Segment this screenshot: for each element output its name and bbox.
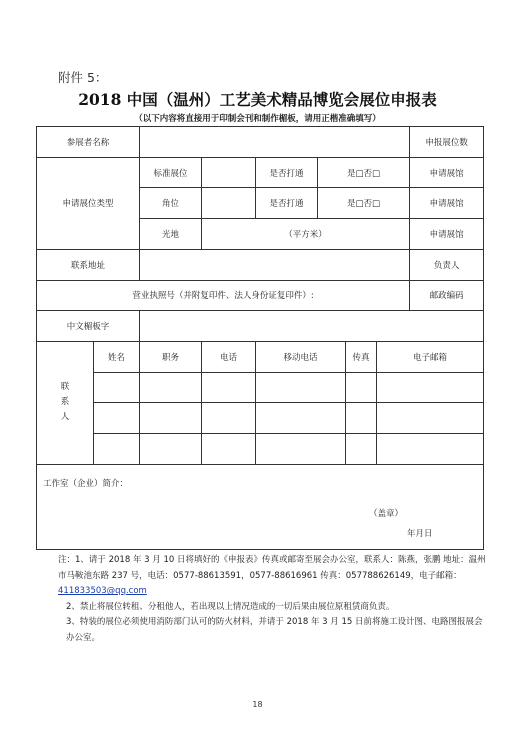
seal-label: （盖章）	[369, 508, 404, 519]
contact-cell[interactable]	[94, 434, 140, 465]
standard-yes-no-checkbox[interactable]: 是□否□	[318, 157, 410, 188]
studio-intro-label: 工作室（企业）简介：	[43, 478, 129, 489]
corner-booth-label: 角位	[140, 188, 202, 219]
chinese-sign-label: 中文楣板字	[37, 311, 140, 342]
contact-header-mobile: 移动电话	[256, 342, 346, 373]
contact-cell[interactable]	[140, 434, 202, 465]
standard-hall-label: 申请展馆	[410, 157, 484, 188]
booth-count-label: 申报展位数	[410, 127, 484, 158]
note-3: 3、特装的展位必须使用消防部门认可的防火材料，并请于 2018 年 3 月 15 日前将施工设计图、电路图报展会办公室。	[66, 617, 483, 643]
address-field[interactable]	[140, 249, 410, 280]
contact-header-title: 职务	[140, 342, 202, 373]
contact-cell[interactable]	[346, 372, 377, 403]
studio-intro-field[interactable]	[37, 464, 484, 549]
contact-cell[interactable]	[140, 372, 202, 403]
contact-cell[interactable]	[202, 434, 256, 465]
open-space-label: 光地	[140, 219, 202, 250]
open-space-hall-label: 申请展馆	[410, 219, 484, 250]
standard-open-through-label: 是否打通	[256, 157, 318, 188]
note-2: 2、禁止将展位转租、分租他人，若出现以上情况造成的一切后果由展位原租赁商负责。	[66, 601, 395, 612]
form-subtitle: （以下内容将直接用于印制会刊和制作楣板，请用正楷准确填写）	[134, 114, 381, 124]
contact-cell[interactable]	[377, 434, 484, 465]
person-in-charge-label: 负责人	[410, 249, 484, 280]
note-1: 注：1、请于 2018 年 3 月 10 日将填好的《申报表》传真或邮寄至展会办公室，联系人：陈燕，张鹏 地址：温州市马鞍池东路 237 号，电话：0577-88613591，0577-88616961 传真：057788626149，电子邮箱：411833503@qq.com	[58, 555, 486, 596]
contact-cell[interactable]	[346, 434, 377, 465]
business-license-label: 营业执照号（并附复印件、法人身份证复印件）:	[132, 291, 314, 302]
contact-cell[interactable]	[346, 403, 377, 434]
standard-booth-label: 标准展位	[140, 157, 202, 188]
contact-cell[interactable]	[202, 372, 256, 403]
contact-header-fax: 传真	[346, 342, 377, 373]
form-title: 2018 中国（温州）工艺美术精品博览会展位申报表	[78, 90, 437, 109]
notes-section	[58, 553, 488, 646]
corner-booth-field[interactable]	[202, 188, 256, 219]
contact-cell[interactable]	[256, 434, 346, 465]
chinese-sign-field[interactable]	[140, 311, 484, 342]
email-link[interactable]: 411833503@qq.com	[58, 586, 147, 596]
page-number: 18	[252, 700, 263, 709]
open-space-field[interactable]	[202, 219, 410, 250]
standard-booth-field[interactable]	[202, 157, 256, 188]
contact-header-email: 电子邮箱	[377, 342, 484, 373]
contact-cell[interactable]	[377, 403, 484, 434]
attachment-label: 附件 5：	[58, 70, 108, 85]
contact-cell[interactable]	[256, 372, 346, 403]
booth-type-label: 申请展位类型	[37, 157, 140, 249]
date-label: 年月日	[407, 528, 433, 539]
contact-cell[interactable]	[140, 403, 202, 434]
contact-person-label: 联 系 人	[37, 342, 94, 465]
contact-cell[interactable]	[94, 372, 140, 403]
square-meters-label: （平方米）	[284, 230, 327, 241]
corner-hall-label: 申请展馆	[410, 188, 484, 219]
address-label: 联系地址	[37, 249, 140, 280]
postal-code-label: 邮政编码	[410, 280, 484, 311]
exhibitor-name-label: 参展者名称	[37, 127, 140, 158]
exhibitor-name-field[interactable]	[140, 127, 410, 158]
contact-cell[interactable]	[377, 372, 484, 403]
contact-cell[interactable]	[202, 403, 256, 434]
contact-cell[interactable]	[256, 403, 346, 434]
contact-cell[interactable]	[94, 403, 140, 434]
corner-open-through-label: 是否打通	[256, 188, 318, 219]
application-table	[36, 126, 484, 550]
contact-header-name: 姓名	[94, 342, 140, 373]
business-license-field[interactable]	[37, 280, 410, 311]
corner-yes-no-checkbox[interactable]: 是□否□	[318, 188, 410, 219]
contact-header-phone: 电话	[202, 342, 256, 373]
